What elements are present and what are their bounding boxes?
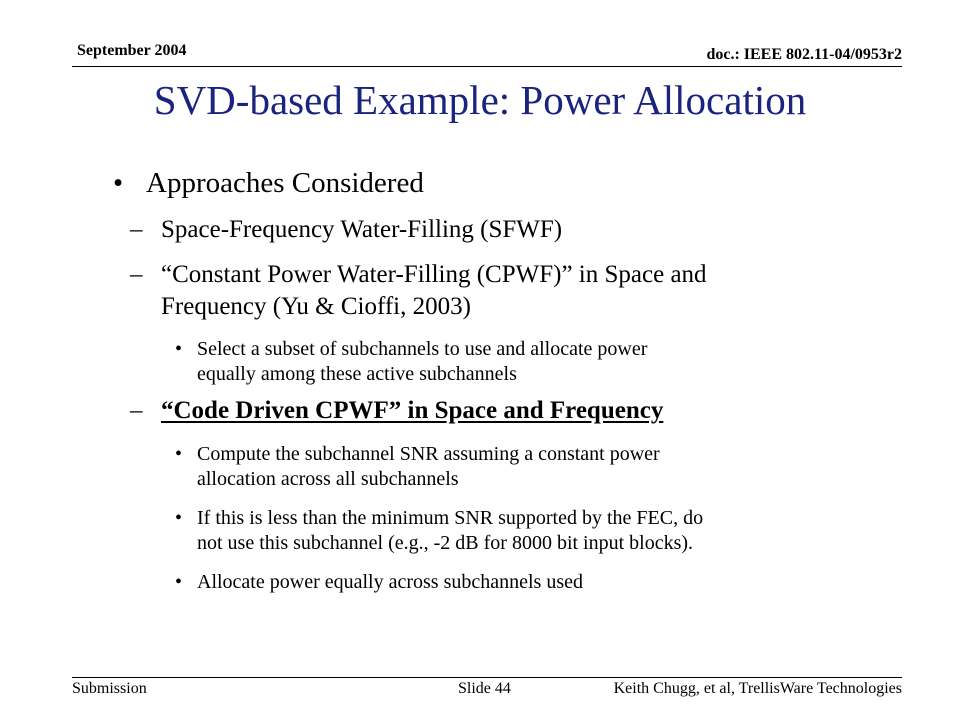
dash-level2: –: [130, 216, 143, 243]
detail-min-snr-line1: If this is less than the minimum SNR supported by the FEC, do: [197, 507, 704, 529]
bullet-level3: •: [175, 338, 183, 360]
footer-authors: Keith Chugg, et al, TrellisWare Technologies: [613, 680, 902, 697]
subitem-cpwf-line2: Frequency (Yu & Cioffi, 2003): [161, 293, 471, 320]
detail-compute-snr-line1: Compute the subchannel SNR assuming a constant power: [197, 443, 660, 465]
dash-level2: –: [130, 397, 143, 424]
header-doc-id: doc.: IEEE 802.11-04/0953r2: [706, 46, 902, 63]
dash-level2: –: [130, 261, 143, 288]
slide-title: SVD-based Example: Power Allocation: [153, 77, 807, 123]
footer-slide-number: Slide 44: [458, 680, 511, 697]
footer-submission: Submission: [72, 680, 147, 697]
footer-divider: [72, 677, 902, 678]
bullet-level3: •: [175, 507, 183, 529]
detail-select-subset-line1: Select a subset of subchannels to use and allocate power: [197, 338, 648, 360]
subitem-code-driven-cpwf: “Code Driven CPWF” in Space and Frequency: [161, 397, 664, 424]
header-date: September 2004: [77, 42, 187, 59]
subitem-cpwf-line1: “Constant Power Water-Filling (CPWF)” in Space and: [161, 261, 707, 288]
detail-select-subset-line2: equally among these active subchannels: [197, 363, 517, 385]
detail-compute-snr-line2: allocation across all subchannels: [197, 468, 459, 490]
subitem-sfwf: Space-Frequency Water-Filling (SFWF): [161, 216, 563, 243]
bullet-level1: •: [113, 167, 124, 199]
bullet-level3: •: [175, 571, 183, 593]
detail-allocate-power: Allocate power equally across subchannels used: [197, 571, 583, 593]
bullet-level3: •: [175, 443, 183, 465]
detail-min-snr-line2: not use this subchannel (e.g., -2 dB for 8000 bit input blocks).: [197, 532, 694, 554]
bullet-approaches: Approaches Considered: [146, 167, 424, 199]
